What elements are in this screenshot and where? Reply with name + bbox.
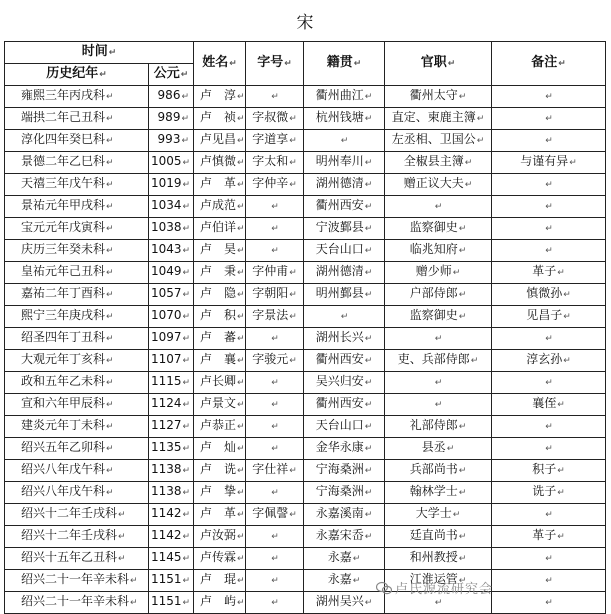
table-title — [5, 6, 606, 42]
cell-year: 1005 ↵ — [149, 152, 194, 174]
table-row — [5, 86, 606, 108]
cell-note — [492, 416, 606, 438]
cell-note: 积子 ↵ — [492, 460, 606, 482]
table-row — [5, 548, 606, 570]
cell-office: 翰林学士 ↵ — [385, 482, 492, 504]
cell-origin — [304, 130, 385, 152]
cell-office: 左丞相、卫国公 ↵ — [385, 130, 492, 152]
cell-courtesy: 字佩謦 ↵ — [246, 504, 304, 526]
cell-note — [492, 240, 606, 262]
cell-note: 革子 ↵ — [492, 526, 606, 548]
header-era: 历史纪年 ↵ — [5, 64, 149, 86]
cell-courtesy: 字骏元 ↵ — [246, 350, 304, 372]
table-row — [5, 350, 606, 372]
cell-note — [492, 196, 606, 218]
table-row — [5, 218, 606, 240]
cell-era: 熙宁三年庚戌科 ↵ — [5, 306, 149, 328]
cell-name: 卢 淳 ↵ — [194, 86, 246, 108]
cell-origin: 湖州德清 ↵ — [304, 174, 385, 196]
cell-year: 1151 ↵ — [149, 570, 194, 592]
cell-era: 大观元年丁亥科 ↵ — [5, 350, 149, 372]
cell-era: 嘉祐二年丁酉科 ↵ — [5, 284, 149, 306]
cell-note — [492, 592, 606, 614]
cell-year: 1115 ↵ — [149, 372, 194, 394]
cell-era: 雍熙三年丙戌科 ↵ — [5, 86, 149, 108]
cell-note: 革子 ↵ — [492, 262, 606, 284]
cell-note: 与谨有异 ↵ — [492, 152, 606, 174]
cell-note — [492, 438, 606, 460]
cell-office: 户部侍郎 ↵ — [385, 284, 492, 306]
cell-note — [492, 372, 606, 394]
cell-era: 绍兴八年戊午科 ↵ — [5, 460, 149, 482]
cell-origin: 天台山口 ↵ — [304, 416, 385, 438]
cell-year: 1145 ↵ — [149, 548, 194, 570]
cell-name: 卢 蕃 ↵ — [194, 328, 246, 350]
cell-origin: 天台山口 ↵ — [304, 240, 385, 262]
table-row — [5, 262, 606, 284]
cell-year: 1097 ↵ — [149, 328, 194, 350]
cell-courtesy — [246, 196, 304, 218]
cell-name: 卢传霖 ↵ — [194, 548, 246, 570]
cell-year: 1038 ↵ — [149, 218, 194, 240]
cell-courtesy — [246, 416, 304, 438]
table-row — [5, 416, 606, 438]
cell-office — [385, 328, 492, 350]
wechat-icon — [376, 581, 392, 595]
cell-origin: 衢州西安 ↵ — [304, 350, 385, 372]
cell-origin: 衢州西安 ↵ — [304, 196, 385, 218]
cell-era: 绍兴十五年乙丑科 ↵ — [5, 548, 149, 570]
cell-era: 天禧三年戊午科 ↵ — [5, 174, 149, 196]
cell-name: 卢伯详 ↵ — [194, 218, 246, 240]
cell-office — [385, 372, 492, 394]
cell-courtesy: 字太和 ↵ — [246, 152, 304, 174]
cell-name: 卢 革 ↵ — [194, 174, 246, 196]
cell-year: 1138 ↵ — [149, 460, 194, 482]
cell-note — [492, 174, 606, 196]
cell-courtesy: 字叔微 ↵ — [246, 108, 304, 130]
cell-office: 和州教授 ↵ — [385, 548, 492, 570]
cell-note — [492, 570, 606, 592]
cell-origin: 金华永康 ↵ — [304, 438, 385, 460]
cell-name: 卢 革 ↵ — [194, 504, 246, 526]
cell-origin: 衢州西安 ↵ — [304, 394, 385, 416]
cell-office: 兵部尚书 ↵ — [385, 460, 492, 482]
table-row — [5, 526, 606, 548]
cell-era: 建炎元年丁未科 ↵ — [5, 416, 149, 438]
cell-name: 卢 挚 ↵ — [194, 482, 246, 504]
cell-note — [492, 108, 606, 130]
cell-origin: 湖州德清 ↵ — [304, 262, 385, 284]
cell-origin: 杭州钱塘 ↵ — [304, 108, 385, 130]
cell-origin: 永嘉 ↵ — [304, 548, 385, 570]
cell-era: 端拱二年己丑科 ↵ — [5, 108, 149, 130]
cell-origin: 明州鄞县 ↵ — [304, 284, 385, 306]
cell-note: 襄侄 ↵ — [492, 394, 606, 416]
header-time: 时间 ↵ — [5, 42, 194, 64]
cell-note — [492, 548, 606, 570]
cell-note: 慎微孙 ↵ — [492, 284, 606, 306]
table-row — [5, 570, 606, 592]
cell-origin: 湖州吴兴 ↵ — [304, 592, 385, 614]
cell-courtesy — [246, 394, 304, 416]
cell-origin: 吴兴归安 ↵ — [304, 372, 385, 394]
watermark-text: 卢氏源流研究会 — [395, 582, 494, 597]
header-row-1 — [5, 42, 606, 64]
table-row — [5, 196, 606, 218]
cell-office: 监察御史 ↵ — [385, 306, 492, 328]
cell-origin: 宁波鄞县 ↵ — [304, 218, 385, 240]
cell-year: 1135 ↵ — [149, 438, 194, 460]
cell-name: 卢长卿 ↵ — [194, 372, 246, 394]
table-row — [5, 394, 606, 416]
cell-year: 1070 ↵ — [149, 306, 194, 328]
cell-courtesy — [246, 372, 304, 394]
cell-office: 临兆知府 ↵ — [385, 240, 492, 262]
cell-office: 江淮运管 ↵ — [385, 570, 492, 592]
cell-year: 993 ↵ — [149, 130, 194, 152]
cell-year: 1142 ↵ — [149, 504, 194, 526]
cell-courtesy — [246, 328, 304, 350]
cell-courtesy — [246, 570, 304, 592]
table-row — [5, 328, 606, 350]
cell-name: 卢 襄 ↵ — [194, 350, 246, 372]
cell-name: 卢 屿 ↵ — [194, 592, 246, 614]
header-year: 公元 ↵ — [149, 64, 194, 86]
cell-origin: 永嘉溪南 ↵ — [304, 504, 385, 526]
table-row — [5, 372, 606, 394]
cell-name: 卢 隐 ↵ — [194, 284, 246, 306]
cell-era: 绍兴五年乙卯科 ↵ — [5, 438, 149, 460]
cell-name: 卢成范 ↵ — [194, 196, 246, 218]
cell-courtesy: 字道享 ↵ — [246, 130, 304, 152]
header-courtesy: 字号 ↵ — [246, 42, 304, 86]
cell-courtesy: 字景法 ↵ — [246, 306, 304, 328]
cell-office: 全椒县主簿 ↵ — [385, 152, 492, 174]
cell-office: 礼部侍郎 ↵ — [385, 416, 492, 438]
cell-year: 1019 ↵ — [149, 174, 194, 196]
table-row — [5, 460, 606, 482]
cell-office: 县丞 ↵ — [385, 438, 492, 460]
table-row — [5, 108, 606, 130]
cell-origin: 宁海桑洲 ↵ — [304, 482, 385, 504]
cell-note — [492, 130, 606, 152]
cell-office: 大学士 ↵ — [385, 504, 492, 526]
cell-office: 衢州太守 ↵ — [385, 86, 492, 108]
table-row — [5, 482, 606, 504]
cell-year: 1049 ↵ — [149, 262, 194, 284]
table-row — [5, 152, 606, 174]
table-row — [5, 240, 606, 262]
cell-name: 卢 昊 ↵ — [194, 240, 246, 262]
cell-origin: 衢州曲江 ↵ — [304, 86, 385, 108]
table-title-text: 宋 — [296, 13, 314, 33]
cell-year: 1138 ↵ — [149, 482, 194, 504]
cell-era: 绍兴十二年壬戌科 ↵ — [5, 504, 149, 526]
cell-courtesy: 字仲辛 ↵ — [246, 174, 304, 196]
header-origin: 籍贯 ↵ — [304, 42, 385, 86]
cell-note: 见昌子 ↵ — [492, 306, 606, 328]
cell-name: 卢慎微 ↵ — [194, 152, 246, 174]
cell-era: 绍兴二十一年辛未科 ↵ — [5, 570, 149, 592]
cell-era: 绍兴二十一年辛未科 ↵ — [5, 592, 149, 614]
cell-origin — [304, 306, 385, 328]
cell-courtesy — [246, 548, 304, 570]
cell-era: 绍兴八年戊午科 ↵ — [5, 482, 149, 504]
table-row — [5, 438, 606, 460]
cell-name: 卢 秉 ↵ — [194, 262, 246, 284]
cell-year: 1124 ↵ — [149, 394, 194, 416]
header-name: 姓名 ↵ — [194, 42, 246, 86]
cell-office: 廷直尚书 ↵ — [385, 526, 492, 548]
cell-year: 1043 ↵ — [149, 240, 194, 262]
header-office: 官职 ↵ — [385, 42, 492, 86]
cell-year: 1107 ↵ — [149, 350, 194, 372]
table-row — [5, 592, 606, 614]
title-row — [5, 6, 606, 42]
cell-name: 卢 诜 ↵ — [194, 460, 246, 482]
cell-note — [492, 328, 606, 350]
table-row — [5, 130, 606, 152]
cell-origin: 明州奉川 ↵ — [304, 152, 385, 174]
cell-office: 赠正议大夫 ↵ — [385, 174, 492, 196]
cell-year: 989 ↵ — [149, 108, 194, 130]
cell-office: 直定、柬鹿主簿 ↵ — [385, 108, 492, 130]
cell-name: 卢恭正 ↵ — [194, 416, 246, 438]
cell-courtesy: 字仕祥 ↵ — [246, 460, 304, 482]
cell-origin: 永嘉 ↵ — [304, 570, 385, 592]
cell-note — [492, 504, 606, 526]
cell-courtesy — [246, 240, 304, 262]
cell-courtesy — [246, 592, 304, 614]
cell-era: 皇祐元年己丑科 ↵ — [5, 262, 149, 284]
cell-year: 1057 ↵ — [149, 284, 194, 306]
cell-era: 淳化四年癸巳科 ↵ — [5, 130, 149, 152]
table-row — [5, 284, 606, 306]
cell-office — [385, 196, 492, 218]
cell-name: 卢 祯 ↵ — [194, 108, 246, 130]
cell-note: 诜子 ↵ — [492, 482, 606, 504]
cell-office: 赠少师 ↵ — [385, 262, 492, 284]
header-note: 备注 ↵ — [492, 42, 606, 86]
cell-era: 绍兴十二年壬戌科 ↵ — [5, 526, 149, 548]
cell-name: 卢 琨 ↵ — [194, 570, 246, 592]
cell-origin: 宁海桑洲 ↵ — [304, 460, 385, 482]
cell-courtesy — [246, 438, 304, 460]
cell-note: 淳玄孙 ↵ — [492, 350, 606, 372]
cell-era: 绍圣四年丁丑科 ↵ — [5, 328, 149, 350]
cell-name: 卢 积 ↵ — [194, 306, 246, 328]
cell-courtesy: 字仲甫 ↵ — [246, 262, 304, 284]
cell-office: 监察御史 ↵ — [385, 218, 492, 240]
cell-note — [492, 218, 606, 240]
imperial-exam-table — [4, 6, 606, 614]
cell-era: 政和五年乙未科 ↵ — [5, 372, 149, 394]
cell-year: 1151 ↵ — [149, 592, 194, 614]
cell-name: 卢 灿 ↵ — [194, 438, 246, 460]
cell-era: 庆历三年癸未科 ↵ — [5, 240, 149, 262]
cell-courtesy: 字朝阳 ↵ — [246, 284, 304, 306]
watermark — [376, 578, 493, 597]
cell-era: 景祐元年甲戌科 ↵ — [5, 196, 149, 218]
cell-courtesy — [246, 526, 304, 548]
cell-year: 1142 ↵ — [149, 526, 194, 548]
cell-name: 卢汝弼 ↵ — [194, 526, 246, 548]
table-row — [5, 306, 606, 328]
cell-origin: 湖州长兴 ↵ — [304, 328, 385, 350]
cell-courtesy — [246, 86, 304, 108]
cell-year: 986 ↵ — [149, 86, 194, 108]
cell-note — [492, 86, 606, 108]
cell-year: 1034 ↵ — [149, 196, 194, 218]
table-row — [5, 174, 606, 196]
cell-courtesy — [246, 218, 304, 240]
cell-office — [385, 394, 492, 416]
cell-era: 景德二年乙巳科 ↵ — [5, 152, 149, 174]
cell-origin: 永嘉宋岙 ↵ — [304, 526, 385, 548]
cell-office: 吏、兵部侍郎 ↵ — [385, 350, 492, 372]
cell-year: 1127 ↵ — [149, 416, 194, 438]
cell-era: 宣和六年甲辰科 ↵ — [5, 394, 149, 416]
cell-courtesy — [246, 482, 304, 504]
cell-name: 卢见昌 ↵ — [194, 130, 246, 152]
cell-name: 卢景文 ↵ — [194, 394, 246, 416]
table-row — [5, 504, 606, 526]
cell-era: 宝元元年戊寅科 ↵ — [5, 218, 149, 240]
